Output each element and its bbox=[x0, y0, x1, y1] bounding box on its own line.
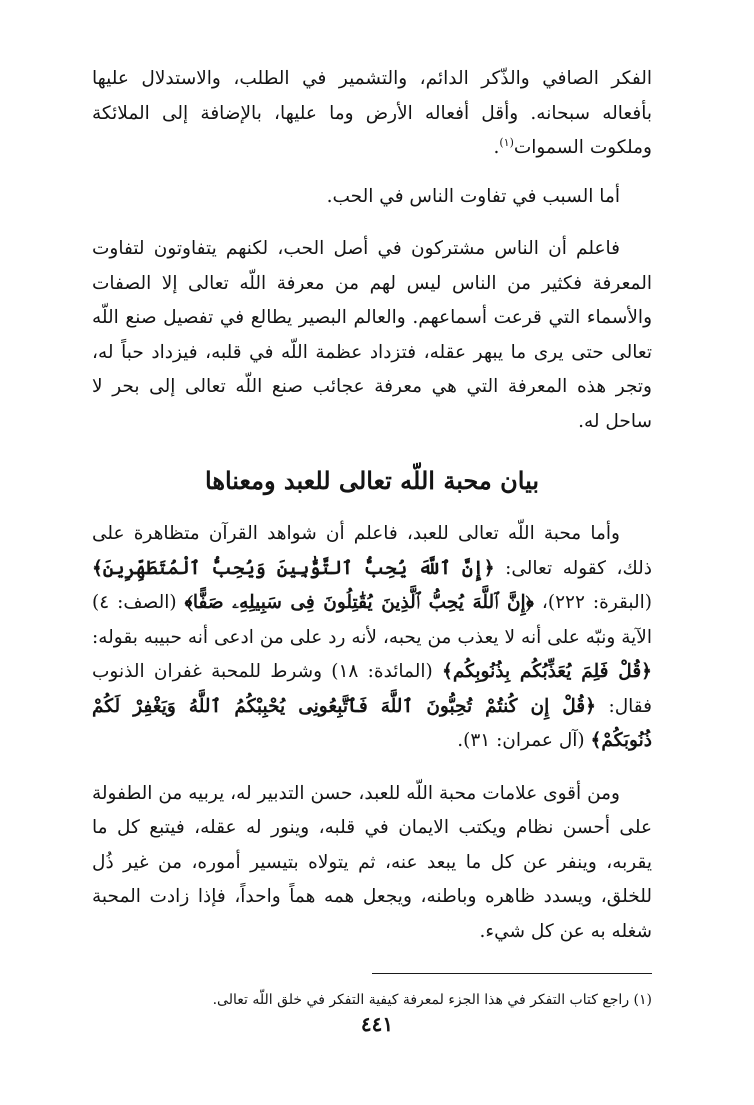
page-number: ٤٤١ bbox=[360, 1012, 394, 1036]
footnote: (١) راجع كتاب التفكر في هذا الجزء لمعرفة كيفية التفكر في خلق اللّه تعالى. bbox=[212, 992, 652, 1008]
quran-verse-4: ﴿قُلْ إِن كُنتُمْ تُحِبُّونَ ٱللَّهَ فَٱتَّبِعُونِى يُحْبِبْكُمُ ٱللَّهُ وَيَغْفِرْ لَكُمْ ذُنُوبَكُمْ﴾ bbox=[92, 695, 652, 751]
paragraph-4-text-4: (المائدة: ١٨) وشرط للمحبة غفران الذنوب فقال: bbox=[92, 661, 653, 717]
paragraph-4-text-5: (آل عمران: ٣١). bbox=[457, 730, 591, 751]
footnote-divider bbox=[372, 973, 652, 974]
section-heading: بيان محبة اللّه تعالى للعبد ومعناها bbox=[205, 466, 539, 495]
quran-verse-1: ﴿إِنَّ ٱللَّهَ يُحِبُّ ٱلتَّوَّٰبِينَ وَيُحِبُّ ٱلْمُتَطَهِّرِينَ﴾ bbox=[92, 557, 495, 579]
quran-verse-2: ﴿إِنَّ ٱللَّهَ يُحِبُّ ٱلَّذِينَ يُقَٰتِلُونَ فِى سَبِيلِهِۦ صَفًّا﴾ bbox=[184, 592, 534, 613]
paragraph-4 bbox=[92, 517, 652, 759]
paragraph-5: ومن أقوى علامات محبة اللّه للعبد، حسن التدبير له، يربيه من الطفولة على أحسن نظام ويكتب الايمان في قلبه، وينور له عقله، فيتبع كل ما يقربه، وينفر عن كل ما يبعد عنه، ثم يتولاه بتيسير أموره، من غير ذُل للخلق، ويسدد ظاهره وباطنه، ويجعل همه هماً واحداً، فإذا زادت المحبة شغله به عن كل شيء. bbox=[92, 782, 652, 942]
page-body bbox=[92, 62, 652, 1012]
paragraph-1-text: الفكر الصافي والذّكر الدائم، والتشمير في الطلب، والاستدلال عليها بأفعاله سبحانه. وأقل أفعاله الأرض وما عليها، بالإضافة إلى الملائكة وملكوت السموات bbox=[92, 68, 652, 158]
paragraph-4-text-1: وأما محبة اللّه تعالى للعبد، فاعلم أن شواهد القرآن متظاهرة على ذلك، كقوله تعالى: bbox=[92, 523, 652, 579]
paragraph-1 bbox=[92, 62, 652, 166]
footnote-reference: (١) bbox=[499, 135, 514, 149]
paragraph-4-text-3: (الصف: ٤) الآية ونبّه على أنه لا يعذب من يحبه، لأنه رد على من ادعى أنه حبيبه بقوله: bbox=[92, 592, 652, 648]
paragraph-1-end: . bbox=[493, 137, 500, 158]
paragraph-2: أما السبب في تفاوت الناس في الحب. bbox=[326, 185, 620, 207]
paragraph-4-text-2: (البقرة: ٢٢٢)، bbox=[533, 592, 652, 613]
paragraph-3: فاعلم أن الناس مشتركون في أصل الحب، لكنهم يتفاوتون لتفاوت المعرفة فكثير من الناس ليس لهم من معرفة اللّه تعالى إلا الصفات والأسماء التي قرعت أسماعهم. والعالم البصير يطالع في تفصيل صنع اللّه تعالى حتى يرى ما يبهر عقله، فتزداد عظمة اللّه في قلبه، فيزداد حباً له، وتجر هذه المعرفة التي هي معرفة عجائب صنع اللّه تعالى إلى بحر لا ساحل له. bbox=[92, 238, 652, 432]
quran-verse-3: ﴿قُلْ فَلِمَ يُعَذِّبُكُم بِذُنُوبِكُم﴾ bbox=[442, 661, 653, 682]
